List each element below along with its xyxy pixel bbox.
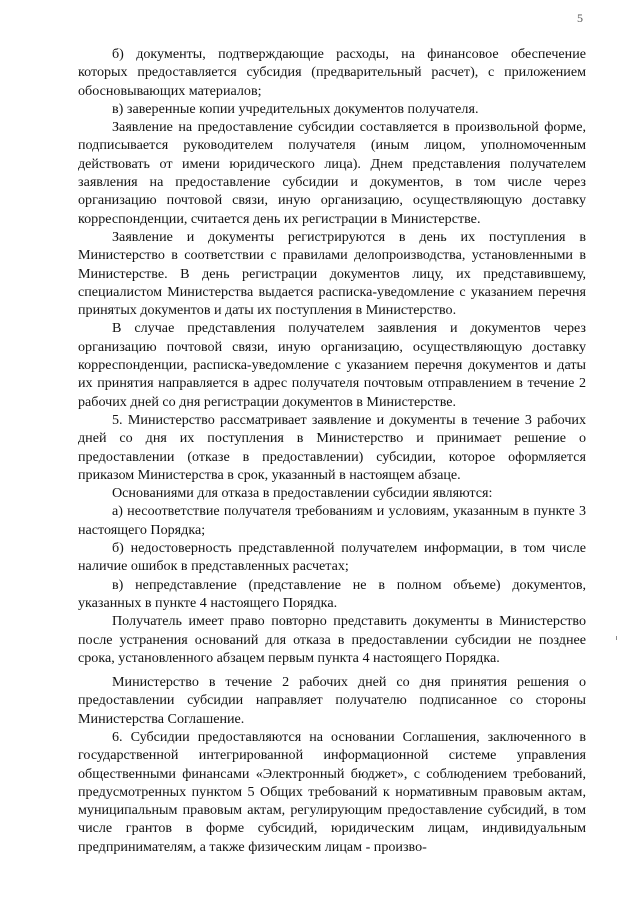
paragraph-postal-submission: В случае представления получателем заявления и документов через организацию почтовой связи, иную организацию, осуществляющую доставку корреспонденции, расписка-уведомление с указанием перечня документов и даты их принятия направляется в адрес получателя почтовым отправлением в течение 2 рабочих дней со дня регистрации документов в Министерстве.	[78, 320, 586, 410]
paragraph-registration: Заявление и документы регистрируются в день их поступления в Министерство в соответствии с правилами делопроизводства, установленными в Министерстве. В день регистрации документов лицу, их представившему, специалистом Министерства выдается расписка-уведомление с указанием перечня принятых документов и даты их поступления в Министерство.	[78, 228, 586, 319]
list-item-v: в) непредставление (представление не в полном объеме) документов, указанных в пункте 4 настоящего Порядка.	[78, 576, 586, 611]
paragraph-section-5: 5. Министерство рассматривает заявление и документы в течение 3 рабочих дней со дня их поступления в Министерство и принимает решение о предоставлении (отказе в предоставлении) субсидии, которое оформляется приказом Министерства в срок, указанный в настоящем абзаце.	[78, 411, 586, 483]
scan-mark	[616, 636, 617, 640]
paragraph-section-6: 6. Субсидии предоставляются на основании Соглашения, заключенного в государственной интегрированной информационной системе управления общественными финансами «Электронный бюджет», с соблюдением требований, предусмотренных пунктом 5 Общих требований к нормативным правовым актам, муниципальным правовым актам, регулирующим предоставление субсидий, в том числе грантов в форме субсидий, юридическим лицам, индивидуальным предпринимателям, а также физическим лицам - произво-	[78, 728, 586, 855]
page-number: 5	[577, 11, 583, 25]
paragraph-resubmission: Получатель имеет право повторно представить документы в Министерство после устранения оснований для отказа в предоставлении субсидии не позднее срока, установленного абзацем первым пункта 4 настоящего Порядка.	[78, 613, 586, 666]
list-item-a: а) несоответствие получателя требованиям и условиям, указанным в пункте 3 настоящего Порядка;	[78, 503, 586, 538]
document-body	[78, 45, 586, 856]
list-item-b: б) недостоверность представленной получателем информации, в том числе наличие ошибок в представленных расчетах;	[78, 540, 586, 575]
paragraph-refusal-grounds: Основаниями для отказа в предоставлении субсидии являются:	[112, 485, 493, 502]
paragraph-founding-documents: в) заверенные копии учредительных документов получателя.	[112, 100, 479, 117]
paragraph-documents-expenses: б) документы, подтверждающие расходы, на финансовое обеспечение которых предоставляется субсидия (предварительный расчет), с приложением обосновывающих материалов;	[78, 46, 586, 99]
paragraph-agreement-sending: Министерство в течение 2 рабочих дней со дня принятия решения о предоставлении субсидии направляет получателю подписанное со стороны Министерства Соглашение.	[78, 674, 586, 727]
paragraph-application-form: Заявление на предоставление субсидии составляется в произвольной форме, подписывается руководителем получателя (иным лицом, уполномоченным действовать от имени юридического лица). Днем представления получателем заявления на предоставление субсидии и документов, в том числе через организацию почтовой связи, иную организацию, осуществляющую доставку корреспонденции, считается день их регистрации в Министерстве.	[78, 119, 586, 227]
